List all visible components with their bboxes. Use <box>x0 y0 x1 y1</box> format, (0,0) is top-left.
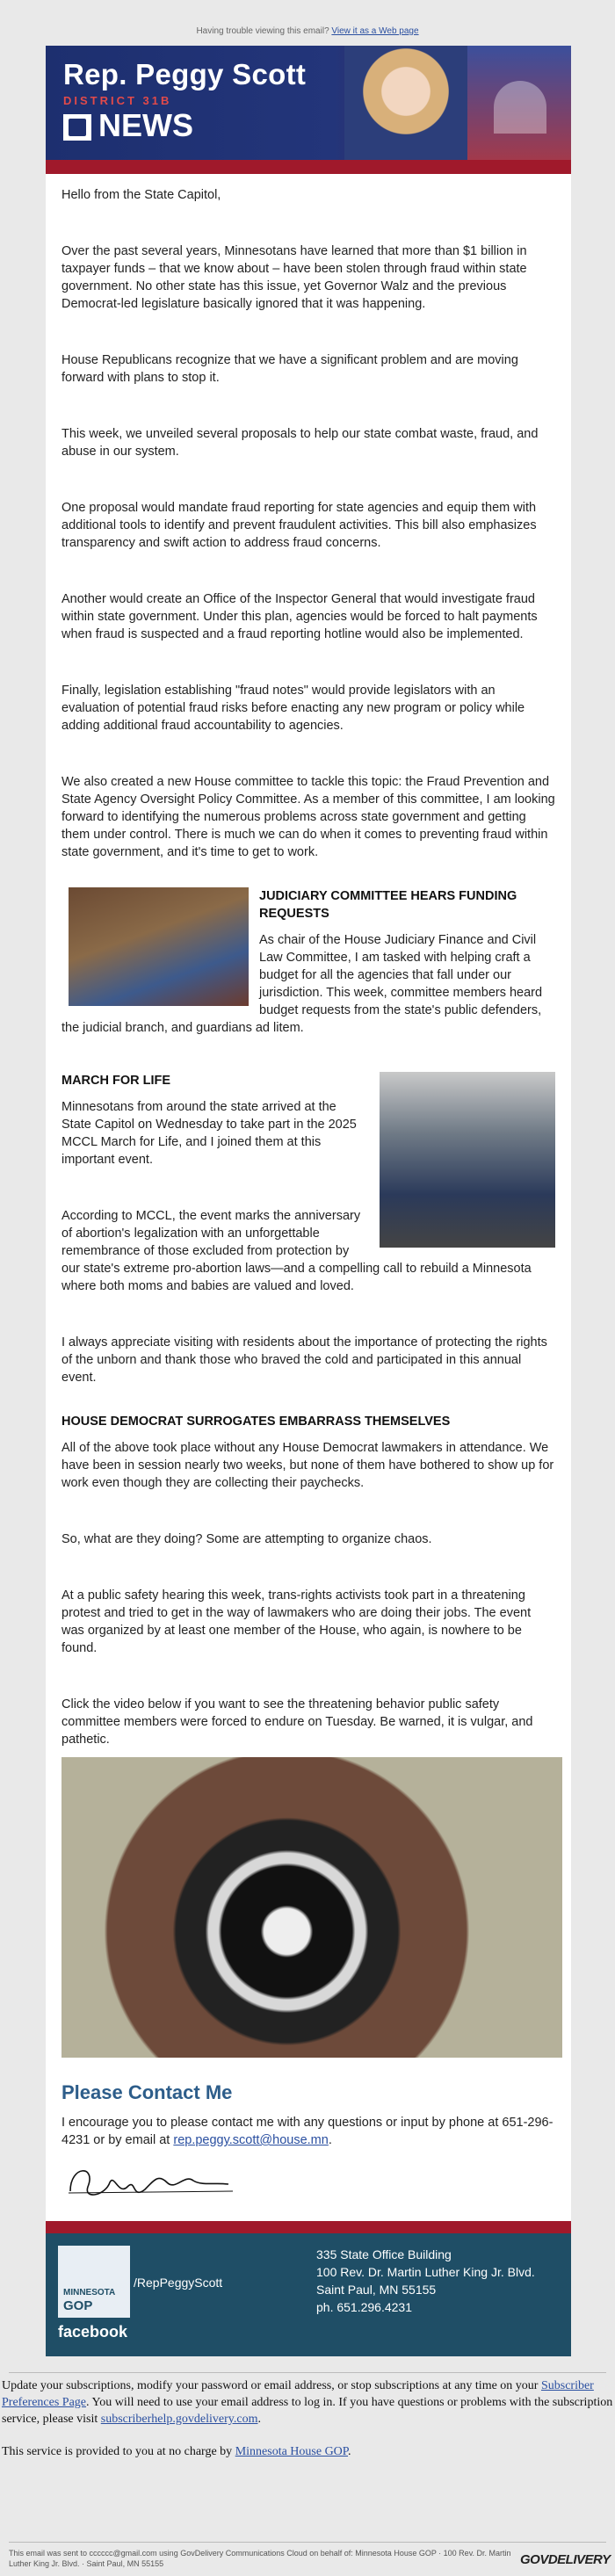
protest-video-thumbnail[interactable] <box>62 1757 562 2058</box>
signature <box>62 2156 555 2209</box>
march-section <box>62 1072 555 1413</box>
body-paragraph-4: One proposal would mandate fraud reporting for state agencies and equip them with additional tools to identify and prevent fraudulent activities. This bill also emphasizes transparency and swift action to address fraud concerns. <box>62 501 537 550</box>
greeting: Hello from the State Capitol, <box>62 188 221 202</box>
body-paragraph-3: This week, we unveiled several proposals to help our state combat waste, fraud, and abuse in our system. <box>62 427 539 459</box>
newsletter-banner <box>46 46 571 160</box>
contact-period: . <box>328 2133 332 2147</box>
mn-gop-logo[interactable] <box>58 2246 130 2318</box>
body-paragraph-1: Over the past several years, Minnesotans have learned that more than $1 billion in taxpayer funds – that we know about – have been stolen through fraud within state government. No other state has this issue, yet Governor Walz and the previous Democrat-led legislature basically ignored that it was happening. <box>62 244 527 311</box>
subscription-text-3: . <box>257 2413 261 2426</box>
contact-body: I encourage you to please contact me with any questions or input by phone at 651-296-4231 or by email at <box>62 2116 554 2147</box>
subscriber-help-link[interactable]: subscriberhelp.govdelivery.com <box>100 2413 258 2426</box>
view-web-link[interactable]: View it as a Web page <box>331 26 419 36</box>
signature-icon <box>62 2156 237 2209</box>
march-paragraph-3: I always appreciate visiting with residents about the importance of protecting the rights of the unborn and thank those who braved the cold and participated in this annual event. <box>62 1335 547 1385</box>
march-paragraph-1: Minnesotans from around the state arrived at the State Capitol on Wednesday to take part in the 2025 MCCL March for Life, and I joined them at this important event. <box>62 1100 357 1167</box>
address-line-2: 100 Rev. Dr. Martin Luther King Jr. Blvd. <box>316 2265 535 2279</box>
body-paragraph-7: We also created a new House committee to tackle this topic: the Fraud Prevention and State Agency Oversight Policy Committee. As a member of this committee, I am looking forward to identifying the numerous problems across state government and getting them under control. There is much we can do when it comes to preventing fraud within state government, and it's time to get to work. <box>62 775 555 859</box>
contact-text <box>62 2114 555 2149</box>
body-paragraph-6: Finally, legislation establishing "fraud notes" would provide legislators with an evaluation of potential fraud risks before enacting any new program or policy while adding additional fraud accountability to agencies. <box>62 684 525 733</box>
march-heading: MARCH FOR LIFE <box>62 1074 171 1088</box>
logo-line-2: GOP <box>63 2298 93 2313</box>
judiciary-text: As chair of the House Judiciary Finance and Civil Law Committee, I am tasked with helping craft a budget for all the agencies that fall under our jurisdiction. This week, committee members heard budget requests from the state's public defenders, the judicial branch, and guardians ad litem. <box>62 933 543 1035</box>
address-line-1: 335 State Office Building <box>316 2247 452 2261</box>
surrogates-paragraph-3: At a public safety hearing this week, trans-rights activists took part in a threatening protest and tried to get in the way of lawmakers who are doing their jobs. The event was organized by at least one member of the House, who again, is nowhere to be found. <box>62 1588 532 1655</box>
surrogates-paragraph-1: All of the above took place without any House Democrat lawmakers in attendance. We have been in session nearly two weeks, but none of them have bothered to show up for work even though they are collecting their paychecks. <box>62 1441 554 1490</box>
banner-news: NEWS <box>98 107 193 143</box>
office-address <box>316 2246 535 2316</box>
email-body <box>46 46 571 2356</box>
judiciary-section <box>62 887 555 1037</box>
house-gop-link[interactable]: Minnesota House GOP <box>235 2445 349 2458</box>
surrogates-paragraph-2: So, what are they doing? Some are attempting to organize chaos. <box>62 1532 432 1546</box>
fine-print: This email was sent to cccccc@gmail.com using GovDelivery Communications Cloud on behalf of: Minnesota House GOP · 100 Rev. Dr. Martin Luther King Jr. Blvd. · Saint Paul, MN 55155 <box>9 2549 511 2568</box>
main-content <box>46 174 571 2209</box>
service-text: This service is provided to you at no charge by <box>2 2445 233 2458</box>
banner-capitol-photo <box>467 46 571 160</box>
surrogates-heading: HOUSE DEMOCRAT SURROGATES EMBARRASS THEMSELVES <box>62 1415 451 1429</box>
trouble-text: Having trouble viewing this email? <box>196 26 329 36</box>
judiciary-photo <box>69 887 249 1006</box>
contact-email-link[interactable]: rep.peggy.scott@house.mn <box>173 2133 329 2147</box>
banner-portrait-photo <box>344 46 467 160</box>
address-line-3: Saint Paul, MN 55155 <box>316 2283 437 2297</box>
march-photo <box>380 1072 555 1248</box>
surrogates-paragraph-4: Click the video below if you want to see the threatening behavior public safety committee members were forced to endure on Tuesday. Be warned, it is vulgar, and pathetic. <box>62 1697 533 1747</box>
email-footer <box>46 2221 571 2356</box>
banner-red-bar <box>46 160 571 174</box>
banner-name: Rep. Peggy Scott <box>63 58 307 90</box>
facebook-link[interactable]: facebook <box>58 2323 128 2341</box>
banner-district: DISTRICT 31B <box>63 94 172 107</box>
judiciary-heading: JUDICIARY COMMITTEE HEARS FUNDING REQUESTS <box>259 889 517 921</box>
mn-flag-icon <box>63 114 91 141</box>
body-paragraph-5: Another would create an Office of the Inspector General that would investigate fraud within state government. Under this plan, agencies would be forced to halt payments when fraud is suspected and a fraud reporting hotline would also be implemented. <box>62 592 538 641</box>
service-end: . <box>348 2445 351 2458</box>
email-preheader <box>0 0 615 43</box>
address-phone: ph. 651.296.4231 <box>316 2300 412 2314</box>
subscriber-preferences-link[interactable]: Subscriber Preferences Page <box>2 2379 594 2409</box>
subscription-notice <box>0 2377 615 2460</box>
logo-line-1: MINNESOTA <box>63 2288 116 2297</box>
divider <box>9 2372 606 2373</box>
facebook-handle[interactable]: /RepPeggyScott <box>134 2276 223 2290</box>
march-paragraph-2: According to MCCL, the event marks the anniversary of abortion's legalization with an unforgettable remembrance of those excluded from protection by our state's extreme pro-abortion laws—and a compelling call to rebuild a Minnesota where both moms and babies are valued and loved. <box>62 1209 532 1293</box>
divider-bottom <box>9 2542 606 2543</box>
subscription-text-1: Update your subscriptions, modify your password or email address, or stop subscriptions at any time on your <box>2 2379 539 2392</box>
body-paragraph-2: House Republicans recognize that we have a significant problem and are moving forward with plans to stop it. <box>62 353 518 385</box>
contact-heading: Please Contact Me <box>62 2081 233 2103</box>
govdelivery-logo[interactable]: GOVDELIVERY <box>520 2552 611 2567</box>
subscription-text-2: . You will need to use your email address to log in. If you have questions or problems with the subscription service, please visit <box>2 2396 613 2426</box>
